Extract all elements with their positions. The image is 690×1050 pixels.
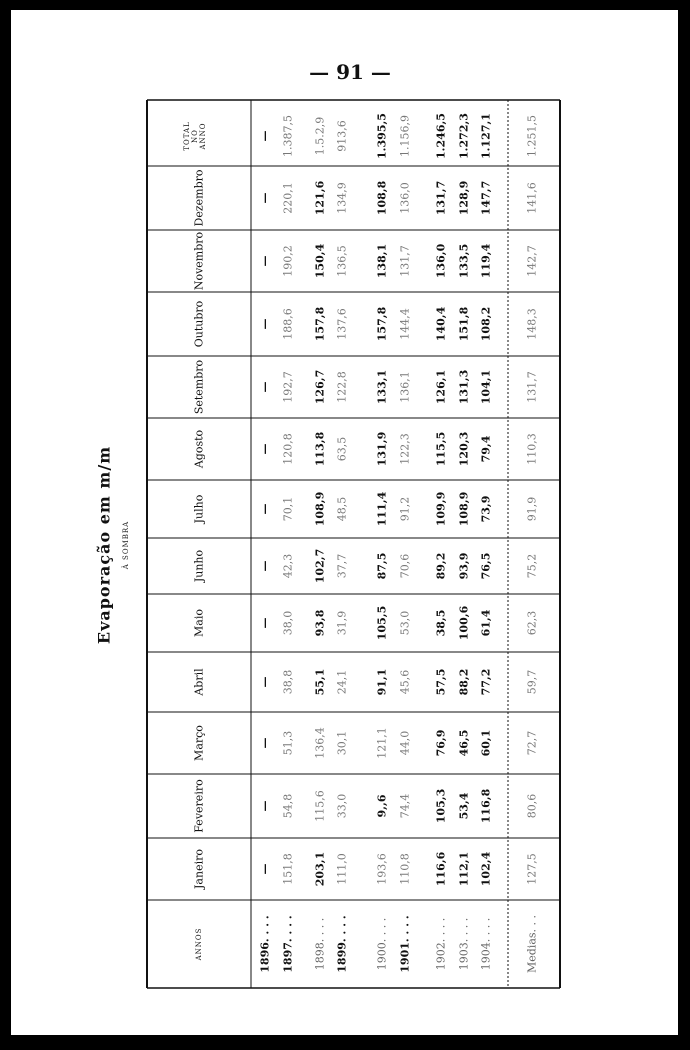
table-cell: 46,5 xyxy=(457,729,471,757)
mean-cell: 62,3 xyxy=(525,610,539,636)
table-cell: 93,9 xyxy=(457,552,471,580)
table-cell: 126,7 xyxy=(313,369,327,405)
table-cell: 157,8 xyxy=(375,306,389,342)
table-total: 1.395,5 xyxy=(375,113,389,159)
table-total: 1.387,5 xyxy=(281,115,295,157)
year-label: 1896. . . . xyxy=(258,915,272,973)
table-cell: 91,1 xyxy=(375,668,389,696)
table-cell: 31,9 xyxy=(335,610,349,636)
table-cell: 55,1 xyxy=(313,668,327,696)
year-label: 1899. . . . xyxy=(335,915,349,973)
header-novembro: Novembro xyxy=(192,231,206,291)
table-cell: 122,3 xyxy=(398,433,412,465)
table-cell: 87,5 xyxy=(375,552,389,580)
table-total: 1.246,5 xyxy=(434,113,448,159)
table-cell: 102,4 xyxy=(479,851,493,887)
table-cell: — xyxy=(258,192,272,204)
table-cell: — xyxy=(258,560,272,572)
table-cell: 144,4 xyxy=(398,308,412,340)
table-total: 1.272,3 xyxy=(457,113,471,159)
header-annos: ANNOS xyxy=(195,927,203,961)
table-cell: 119,4 xyxy=(479,243,493,279)
table-cell: 203,1 xyxy=(313,851,327,887)
table-cell: 73,9 xyxy=(479,495,493,523)
table-title: Evaporação em m/m xyxy=(94,445,114,645)
table-cell: 115,6 xyxy=(313,790,327,822)
table-cell: 70,1 xyxy=(281,496,295,522)
table-cell: 136,5 xyxy=(335,245,349,277)
table-cell: 131,7 xyxy=(398,245,412,277)
table-cell: — xyxy=(258,318,272,330)
year-label: 1901. . . . xyxy=(398,915,412,973)
table-cell: 45,6 xyxy=(398,669,412,695)
table-cell: — xyxy=(258,443,272,455)
mean-cell: 59,7 xyxy=(525,669,539,695)
table-cell: 60,1 xyxy=(479,729,493,757)
table-cell: 151,8 xyxy=(457,306,471,342)
table-cell: 74,4 xyxy=(398,793,412,819)
table-cell: 131,9 xyxy=(375,431,389,467)
mean-cell: 72,7 xyxy=(525,730,539,756)
header-fevereiro: Fevereiro xyxy=(192,779,206,833)
table-cell: — xyxy=(258,863,272,875)
table-cell: 192,7 xyxy=(281,371,295,403)
table-cell: 109,9 xyxy=(434,491,448,527)
table-cell: 190,2 xyxy=(281,245,295,277)
table-cell: 9,,6 xyxy=(375,794,389,818)
table-cell: 33,0 xyxy=(335,793,349,819)
table-cell: 115,5 xyxy=(434,431,448,467)
table-cell: — xyxy=(258,503,272,515)
table-total: 1.5.2,9 xyxy=(313,116,327,156)
header-julho: Julho xyxy=(192,494,206,524)
table-cell: 136,4 xyxy=(313,727,327,759)
mean-cell: 148,3 xyxy=(525,308,539,340)
table-total: 913,6 xyxy=(335,120,349,152)
table-cell: 113,8 xyxy=(313,431,327,467)
table-cell: 37,7 xyxy=(335,553,349,579)
header-janeiro: Janeiro xyxy=(192,849,206,889)
table-cell: 70,6 xyxy=(398,553,412,579)
table-cell: — xyxy=(258,381,272,393)
table-cell: 140,4 xyxy=(434,306,448,342)
table-cell: 51,3 xyxy=(281,730,295,756)
table-cell: 151,8 xyxy=(281,853,295,885)
table-cell: 136,0 xyxy=(398,182,412,214)
page-number: — 91 — xyxy=(309,60,391,84)
table-cell: 147,7 xyxy=(479,180,493,216)
year-label: 1902. . . . xyxy=(434,917,448,971)
table-cell: 54,8 xyxy=(281,793,295,819)
table-cell: 111,0 xyxy=(335,853,349,885)
table-cell: 53,0 xyxy=(398,610,412,636)
table-cell: 138,1 xyxy=(375,243,389,279)
table-cell: 38,8 xyxy=(281,669,295,695)
header-maio: Maio xyxy=(192,609,206,637)
header-marco: Março xyxy=(192,725,206,761)
table-cell: 133,5 xyxy=(457,243,471,279)
table-cell: 134,9 xyxy=(335,182,349,214)
table-cell: 105,3 xyxy=(434,788,448,824)
table-cell: 111,4 xyxy=(375,491,389,527)
table-cell: 133,1 xyxy=(375,369,389,405)
mean-cell: 110,3 xyxy=(525,433,539,465)
mean-cell: 142,7 xyxy=(525,245,539,277)
mean-cell: 127,5 xyxy=(525,853,539,885)
table-cell: 108,8 xyxy=(375,180,389,216)
header-agosto: Agosto xyxy=(192,429,206,469)
table-cell: 116,6 xyxy=(434,851,448,887)
header-outubro: Outubro xyxy=(192,300,206,348)
year-label: 1900. . . . xyxy=(375,917,389,971)
table-cell: 24,1 xyxy=(335,669,349,695)
year-label: 1903. . . . xyxy=(457,917,471,971)
table-cell: 220,1 xyxy=(281,182,295,214)
table-cell: 30,1 xyxy=(335,730,349,756)
table-cell: 100,6 xyxy=(457,605,471,641)
year-label: 1898. . . . xyxy=(313,917,327,971)
table-cell: 44,0 xyxy=(398,730,412,756)
table-cell: 102,7 xyxy=(313,548,327,584)
table-cell: 136,1 xyxy=(398,371,412,403)
table-cell: 150,4 xyxy=(313,243,327,279)
header-total-line: NO xyxy=(191,129,199,143)
table-cell: 61,4 xyxy=(479,609,493,637)
mean-cell: 75,2 xyxy=(525,553,539,579)
table-cell: 53,4 xyxy=(457,792,471,820)
table-cell: 57,5 xyxy=(434,668,448,696)
table-cell: 137,6 xyxy=(335,308,349,340)
table-cell: 193,6 xyxy=(375,853,389,885)
table-cell: 131,3 xyxy=(457,369,471,405)
table-cell: 88,2 xyxy=(457,668,471,696)
mean-cell: 80,6 xyxy=(525,793,539,819)
mean-cell: 141,6 xyxy=(525,182,539,214)
year-label: 1897. . . . xyxy=(281,915,295,973)
table-cell: 126,1 xyxy=(434,369,448,405)
table-cell: — xyxy=(258,737,272,749)
table-total: 1.127,1 xyxy=(479,113,493,159)
mean-cell: 131,7 xyxy=(525,371,539,403)
table-total: 1.156,9 xyxy=(398,115,412,157)
table-cell: 89,2 xyxy=(434,552,448,580)
year-label: Medias. . . xyxy=(525,914,539,974)
table-cell: 38,5 xyxy=(434,609,448,637)
header-total xyxy=(183,121,207,150)
mean-cell: 91,9 xyxy=(525,496,539,522)
table-cell: 108,9 xyxy=(313,491,327,527)
table-cell: — xyxy=(258,676,272,688)
table-cell: 122,8 xyxy=(335,371,349,403)
table-cell: 77,2 xyxy=(479,668,493,696)
table-cell: 108,9 xyxy=(457,491,471,527)
header-total-line: TOTAL xyxy=(183,121,191,151)
table-cell: 79,4 xyxy=(479,435,493,463)
header-abril: Abril xyxy=(192,668,206,696)
table-cell: 128,9 xyxy=(457,180,471,216)
header-total-line: ANNO xyxy=(199,122,207,150)
table-cell: — xyxy=(258,617,272,629)
year-label: 1904. . . . xyxy=(479,917,493,971)
header-dezembro: Dezembro xyxy=(192,169,206,227)
table-subtitle: À SOMBRA xyxy=(122,520,130,570)
table-cell: — xyxy=(258,800,272,812)
table-cell: 108,2 xyxy=(479,306,493,342)
table-cell: 63,5 xyxy=(335,436,349,462)
table-cell: 91,2 xyxy=(398,496,412,522)
table-cell: 121,1 xyxy=(375,727,389,759)
table-cell: 131,7 xyxy=(434,180,448,216)
table-cell: 76,9 xyxy=(434,729,448,757)
table-cell: 110,8 xyxy=(398,853,412,885)
header-setembro: Setembro xyxy=(192,359,206,415)
table-total: — xyxy=(258,130,272,142)
table-cell: 136,0 xyxy=(434,243,448,279)
table-cell: 38,0 xyxy=(281,610,295,636)
table-cell: 121,6 xyxy=(313,180,327,216)
table-cell: 120,3 xyxy=(457,431,471,467)
table-cell: 157,8 xyxy=(313,306,327,342)
table-cell: 76,5 xyxy=(479,552,493,580)
table-cell: 104,1 xyxy=(479,369,493,405)
table-cell: 120,8 xyxy=(281,433,295,465)
header-junho: Junho xyxy=(192,549,206,583)
table-cell: 93,8 xyxy=(313,609,327,637)
table-cell: — xyxy=(258,255,272,267)
table-cell: 42,3 xyxy=(281,553,295,579)
table-cell: 48,5 xyxy=(335,496,349,522)
table-cell: 116,8 xyxy=(479,788,493,824)
mean-total: 1.251,5 xyxy=(525,115,539,157)
table-cell: 112,1 xyxy=(457,851,471,887)
table-cell: 105,5 xyxy=(375,605,389,641)
table-cell: 188,6 xyxy=(281,308,295,340)
